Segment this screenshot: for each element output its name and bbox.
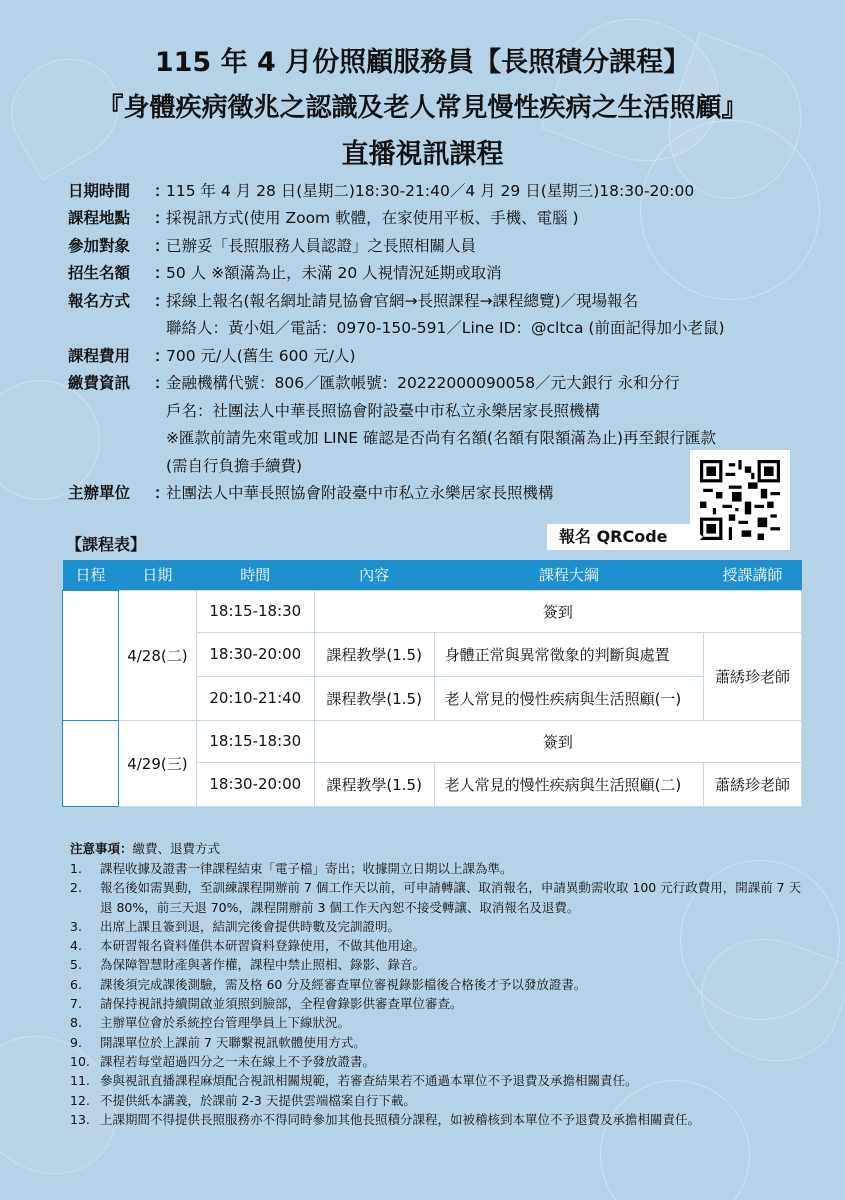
list-item: 1. 課程收據及證書一律課程結束「電子檔」寄出；收據開立日期以上課為準。 <box>70 861 513 876</box>
info-value: 採視訊方式(使用 Zoom 軟體，在家使用平板、手機、電腦 ) <box>166 209 579 228</box>
list-item: 13. 上課期間不得提供長照服務亦不得同時參加其他長照積分課程，如被稽核到本單位不予退費及承擔相關責任。 <box>70 1111 701 1127</box>
info-row-audience: 參加對象 ： 已辦妥「長照服務人員認證」之長照相關人員 <box>68 231 788 259</box>
info-label: 繳費資訊 <box>68 374 131 393</box>
schedule-label: 【課程表】 <box>66 535 147 554</box>
sign-in-cell: 簽到 <box>314 720 801 762</box>
teacher-cell: 蕭綉珍老師 <box>704 632 802 720</box>
info-row-date: 日期時間 ： 115 年 4 月 28 日(星期二)18:30-21:40／4 月 29 日(星期三)18:30-20:00 <box>68 176 788 204</box>
notes-heading-label: 注意事項： <box>70 841 133 856</box>
qr-code-icon <box>700 460 780 540</box>
time-cell: 18:30-20:00 <box>196 632 314 676</box>
table-row <box>63 590 802 632</box>
list-item: 7. 請保持視訊持續開啟並須照到臉部，全程會錄影供審查單位審查。 <box>70 996 463 1012</box>
date-cell: 4/28(二) <box>118 590 196 720</box>
list-item: 10. 課程若每堂超過四分之一未在線上不予發放證書。 <box>70 1053 376 1069</box>
list-item: 12. 不提供紙本講義，於課前 2-3 天提供雲端檔案自行下載。 <box>70 1092 416 1108</box>
info-row-organizer: 主辦單位 ： 社團法人中華長照協會附設臺中市私立永樂居家長照機構 <box>68 479 788 507</box>
info-label: 主辦單位 <box>68 484 131 503</box>
info-label: 參加對象 <box>68 236 131 255</box>
column-header: 內容 <box>314 560 434 590</box>
list-item: 6. 課後須完成課後測驗，需及格 60 分及經審查單位審視錄影檔後合格後才予以發放證書。 <box>70 976 587 992</box>
info-value: 社團法人中華長照協會附設臺中市私立永樂居家長照機構 <box>166 484 554 503</box>
info-row-quota: 招生名額 ： 50 人 ※額滿為止，未滿 20 人視情況延期或取消 <box>68 259 788 287</box>
notes-heading-value: 繳費、退費方式 <box>132 841 221 856</box>
title-line-2: 『身體疾病徵兆之認識及老人常見慢性疾病之生活照顧』 <box>97 93 748 123</box>
time-cell: 18:15-18:30 <box>196 720 314 762</box>
info-value: 戶名：社團法人中華長照協會附設臺中市私立永樂居家長照機構 <box>166 401 601 420</box>
content-cell: 課程教學(1.5) <box>314 676 434 720</box>
info-row-fee-note <box>68 451 788 479</box>
info-row-payment: 繳費資訊 ： 金融機構代號：806／匯款帳號：20222000090058／元大銀行 永和分行 <box>68 369 788 397</box>
table-header-row <box>63 560 802 590</box>
info-value: 採線上報名(報名網址請見協會官網→長照課程→課程總覽)／現場報名 <box>166 291 639 310</box>
info-value: 金融機構代號：806／匯款帳號：20222000090058／元大銀行 永和分行 <box>166 374 680 393</box>
date-cell: 4/29(三) <box>118 720 196 806</box>
table-row <box>63 720 802 762</box>
column-header: 課程大綱 <box>434 560 704 590</box>
list-item: 11. 參與視訊直播課程麻煩配合視訊相關規範，若審查結果若不通過本單位不予退費及承擔相關責任。 <box>70 1073 638 1089</box>
column-header: 授課講師 <box>704 560 802 590</box>
info-row-location: 課程地點 ： 採視訊方式(使用 Zoom 軟體，在家使用平板、手機、電腦 ) <box>68 204 788 232</box>
time-cell: 20:10-21:40 <box>196 676 314 720</box>
day-cell: 1 天 <box>63 590 119 720</box>
outline-cell: 老人常見的慢性疾病與生活照顧(一) <box>434 676 704 720</box>
content-cell: 課程教學(1.5) <box>314 632 434 676</box>
column-header: 日期 <box>118 560 196 590</box>
column-header: 日程 <box>63 560 119 590</box>
registration-qr-code[interactable] <box>690 450 790 550</box>
list-item: 3. 出席上課且簽到退，結訓完後會提供時數及完訓證明。 <box>70 918 401 934</box>
info-value: 700 元/人(舊生 600 元/人) <box>166 346 356 365</box>
info-value: ※匯款前請先來電或加 LINE 確認是否尚有名額(名額有限額滿為止)再至銀行匯款 <box>166 429 717 448</box>
qr-code-label: 報名 QRCode <box>547 524 689 550</box>
course-info <box>68 176 788 506</box>
list-item: 4. 本研習報名資料僅供本研習資料登錄使用，不做其他用途。 <box>70 938 426 954</box>
info-row-registration: 報名方式 ： 採線上報名(報名網址請見協會官網→長照課程→課程總覽)／現場報名 <box>68 286 788 314</box>
title-line-1: 115 年 4 月份照顧服務員【長照積分課程】 <box>154 47 691 78</box>
info-label: 日期時間 <box>68 181 131 200</box>
course-schedule-table <box>62 560 802 807</box>
teacher-cell: 蕭綉珍老師 <box>704 762 802 806</box>
info-label: 報名方式 <box>68 291 131 310</box>
list-item: 9. 開課單位於上課前 7 天聯繫視訊軟體使用方式。 <box>70 1034 366 1050</box>
column-header: 時間 <box>196 560 314 590</box>
title-line-3: 直播視訊課程 <box>341 139 504 170</box>
info-value: 已辦妥「長照服務人員認證」之長照相關人員 <box>166 236 477 255</box>
content-cell: 課程教學(1.5) <box>314 762 434 806</box>
notes-section <box>70 838 810 1129</box>
outline-cell: 老人常見的慢性疾病與生活照顧(二) <box>434 762 704 806</box>
list-item: 5. 為保障智慧財產與著作權，課程中禁止照相、錄影、錄音。 <box>70 957 426 973</box>
list-item: 2. 報名後如需異動，至訓練課程開辦前 7 個工作天以前，可申請轉讓、取消報名，申請異動需收取 100 元行政費用，開課前 7 天退 80%，前三天退 70%，課程開辦前 3 個工作天內恕不接受轉讓、取消報名及退費。 <box>70 880 802 915</box>
info-row-account-name <box>68 396 788 424</box>
info-value: 115 年 4 月 28 日(星期二)18:30-21:40／4 月 29 日(星期三)18:30-20:00 <box>166 181 695 200</box>
info-value: 50 人 ※額滿為止，未滿 20 人視情況延期或取消 <box>166 264 502 283</box>
time-cell: 18:15-18:30 <box>196 590 314 632</box>
info-value: (需自行負擔手續費) <box>166 456 303 475</box>
info-row-fee: 課程費用 ： 700 元/人(舊生 600 元/人) <box>68 341 788 369</box>
notes-heading <box>70 838 810 859</box>
info-row-contact <box>68 314 788 342</box>
list-item: 8. 主辦單位會於系統控台管理學員上下線狀況。 <box>70 1015 351 1031</box>
info-label: 課程費用 <box>68 346 131 365</box>
info-label: 招生名額 <box>68 264 131 283</box>
info-value: 聯絡人：黃小姐／電話：0970-150-591／Line ID：@cltca (前面記得加小老鼠) <box>166 319 725 338</box>
info-label: 課程地點 <box>68 209 131 228</box>
info-row-remit-note <box>68 424 788 452</box>
day-cell: 2 天 <box>63 720 119 806</box>
time-cell: 18:30-20:00 <box>196 762 314 806</box>
outline-cell: 身體正常與異常徵象的判斷與處置 <box>434 632 704 676</box>
sign-in-cell: 簽到 <box>314 590 801 632</box>
